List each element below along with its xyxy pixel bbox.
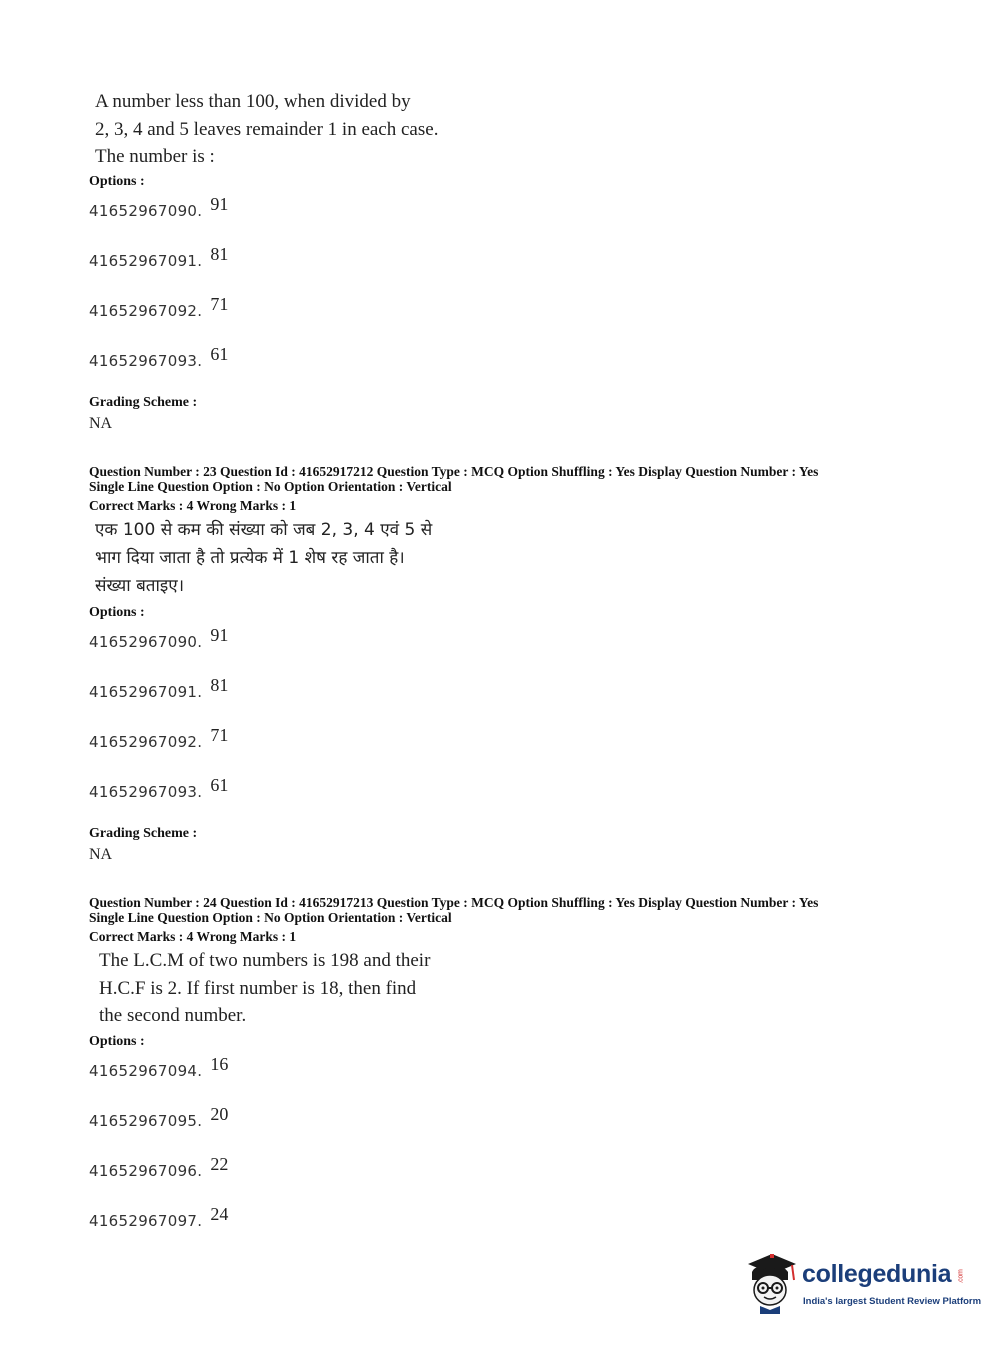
- q24-text-line: The L.C.M of two numbers is 198 and their: [99, 950, 431, 971]
- q23-option-2[interactable]: [89, 675, 229, 702]
- option-id: 41652967090.: [89, 633, 203, 651]
- q23-options-label: Options :: [89, 605, 145, 620]
- logo-wordmark: [802, 1260, 966, 1289]
- q23-meta: [89, 464, 818, 494]
- q22-options-label: Options :: [89, 174, 145, 189]
- q23-option-3[interactable]: [89, 725, 229, 752]
- option-id: 41652967093.: [89, 783, 203, 801]
- q22-text-line: The number is :: [95, 146, 215, 167]
- q23-text-line: एक 100 से कम की संख्या को जब 2, 3, 4 एवं 5 से: [95, 520, 433, 540]
- option-value: 81: [210, 675, 229, 695]
- student-mascot-icon: [742, 1250, 802, 1314]
- q23-text-line: संख्या बताइए।: [95, 576, 185, 596]
- q24-text-line: the second number.: [99, 1005, 247, 1026]
- q22-text-line: A number less than 100, when divided by: [95, 91, 411, 112]
- q22-option-1[interactable]: [89, 194, 229, 221]
- option-value: 61: [210, 775, 229, 795]
- option-value: 71: [210, 725, 229, 745]
- option-id: 41652967091.: [89, 683, 203, 701]
- option-id: 41652967093.: [89, 352, 203, 370]
- option-id: 41652967091.: [89, 252, 203, 270]
- option-id: 41652967090.: [89, 202, 203, 220]
- option-value: 16: [210, 1054, 229, 1074]
- q24-text-line: H.C.F is 2. If first number is 18, then find: [99, 977, 417, 999]
- collegedunia-logo[interactable]: [742, 1250, 982, 1314]
- q22-option-4[interactable]: [89, 344, 229, 371]
- q22-option-2[interactable]: [89, 244, 229, 271]
- logo-tagline: India's largest Student Review Platform: [803, 1296, 982, 1307]
- q24-option-4[interactable]: [89, 1204, 229, 1231]
- option-id: 41652967092.: [89, 733, 203, 751]
- option-id: 41652967092.: [89, 302, 203, 320]
- q24-option-2[interactable]: [89, 1104, 229, 1131]
- q24-meta: [89, 895, 818, 925]
- option-value: 91: [210, 625, 229, 645]
- q23-option-4[interactable]: [89, 775, 229, 802]
- logo-wordmark-text: collegedunia: [802, 1260, 952, 1288]
- option-value: 20: [210, 1104, 229, 1124]
- q24-meta-line: Single Line Question Option : No Option Orientation : Vertical: [89, 910, 452, 925]
- q24-option-1[interactable]: [89, 1054, 229, 1081]
- q22-grading-value: NA: [89, 415, 113, 432]
- q23-meta-line: Single Line Question Option : No Option Orientation : Vertical: [89, 479, 452, 494]
- q23-grading-value: NA: [89, 846, 113, 863]
- option-value: 71: [210, 294, 229, 314]
- option-id: 41652967095.: [89, 1112, 203, 1130]
- q23-grading-label: Grading Scheme :: [89, 826, 198, 841]
- q23-marks: Correct Marks : 4 Wrong Marks : 1: [89, 498, 297, 513]
- q24-options-label: Options :: [89, 1034, 145, 1049]
- option-value: 81: [210, 244, 229, 264]
- q23-text-line: भाग दिया जाता है तो प्रत्येक में 1 शेष रह जाता है।: [95, 548, 405, 568]
- q24-meta-line: Question Number : 24 Question Id : 41652917213 Question Type : MCQ Option Shuffling : Yes Display Question Number : Yes: [89, 895, 819, 910]
- q23-meta-line: Question Number : 23 Question Id : 41652917212 Question Type : MCQ Option Shuffling : Yes Display Question Number : Yes: [89, 464, 819, 479]
- q23-question-text: [95, 516, 432, 600]
- q22-question-text: [95, 88, 438, 171]
- option-id: 41652967096.: [89, 1162, 203, 1180]
- q24-option-3[interactable]: [89, 1154, 229, 1181]
- q22-grading-label: Grading Scheme :: [89, 395, 198, 410]
- q24-marks: Correct Marks : 4 Wrong Marks : 1: [89, 929, 297, 944]
- q22-option-3[interactable]: [89, 294, 229, 321]
- option-value: 61: [210, 344, 229, 364]
- logo-suffix: .com: [957, 1269, 965, 1284]
- q24-question-text: [99, 947, 430, 1030]
- option-id: 41652967094.: [89, 1062, 203, 1080]
- q22-text-line: 2, 3, 4 and 5 leaves remainder 1 in each case.: [95, 118, 439, 140]
- option-id: 41652967097.: [89, 1212, 203, 1230]
- q23-option-1[interactable]: [89, 625, 229, 652]
- option-value: 91: [210, 194, 229, 214]
- option-value: 22: [210, 1154, 229, 1174]
- option-value: 24: [210, 1204, 229, 1224]
